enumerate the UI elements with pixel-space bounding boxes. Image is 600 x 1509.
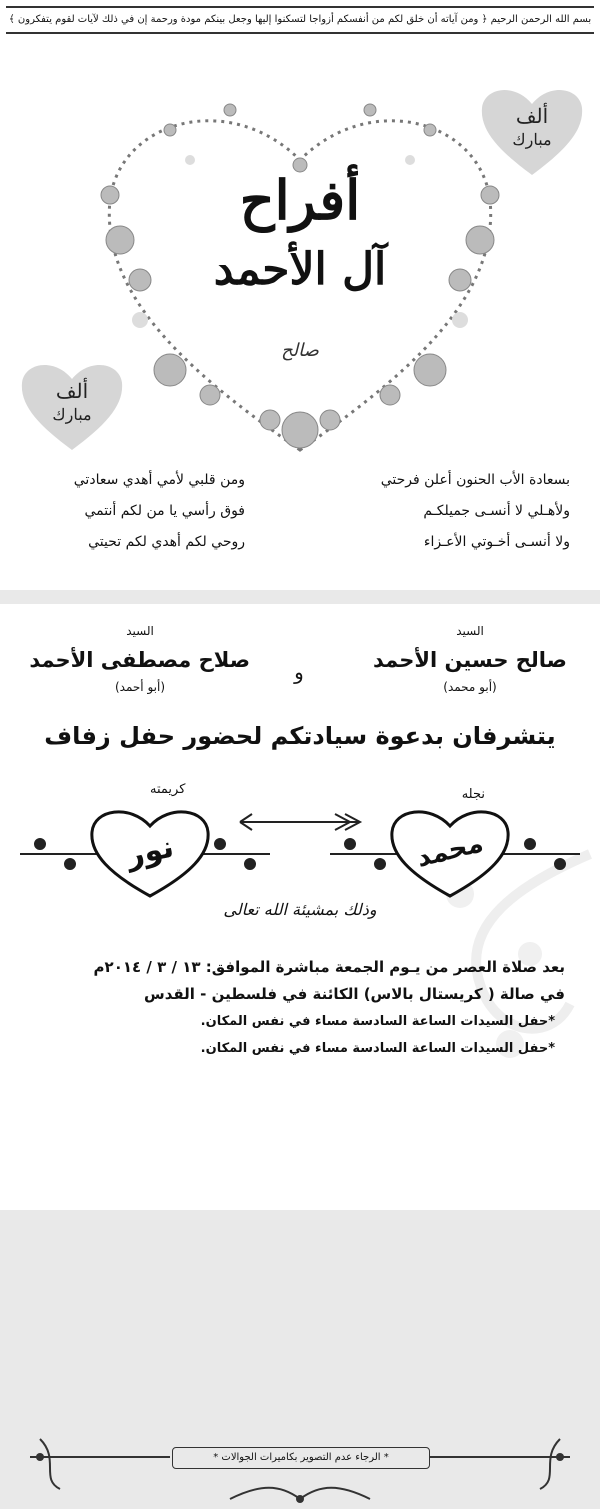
host-left-honorific: السيد: [126, 624, 154, 638]
badge-line1: ألف: [55, 379, 89, 403]
bottom-card: [0, 604, 600, 1463]
poem-right-column: [320, 465, 570, 558]
groom-name: محمد: [413, 828, 487, 874]
host-right-name: صالح حسين الأحمد: [373, 648, 567, 672]
poem-line: ومن قلبي لأمي أهدي سعادتي: [73, 472, 245, 488]
blessing-text: وذلك بمشيئة الله تعالى: [223, 900, 377, 919]
badge-line2: مبارك: [52, 405, 92, 424]
poem-line: ولا أنسـى أخـوتي الأعـزاء: [423, 534, 570, 550]
quran-verse-banner: بسم الله الرحمن الرحيم ﴿ ومن آياته أن خلق لكم من أنفسكم أزواجا لتسكنوا إليها وجعل بينكم مودة ورحمة إن في ذلك لآيات لقوم يتفكرون ﴾: [6, 6, 594, 34]
poem-left-column: [20, 465, 245, 558]
host-left-kunya: (أبو أحمد): [114, 680, 166, 694]
title-afrah: أفراح: [239, 168, 361, 232]
poem-line: ولأهـلي لا أنسـى جميلكـم: [423, 503, 570, 519]
mabrook-badge-bottom: [18, 355, 126, 455]
badge-line2: مبارك: [512, 130, 552, 149]
poem-line: روحي لكم أهدي لكم تحيتي: [88, 534, 245, 550]
footer-notice: * الرجاء عدم التصوير بكاميرات الجوالات *: [172, 1447, 430, 1469]
footer-ornament: [20, 1429, 580, 1509]
poem-line: فوق رأسي يا من لكم أنتمي: [84, 503, 245, 519]
event-details: [94, 954, 565, 1062]
couple-hearts-ornament: [10, 794, 590, 904]
groom-relation: نجله: [461, 787, 485, 802]
conjunction-waw: و: [294, 660, 304, 684]
bride-relation: كريمته: [150, 782, 186, 797]
poem-line: بسعادة الأب الحنون أعلن فرحتي: [380, 472, 570, 488]
top-card: [0, 0, 600, 590]
date-line: بعد صلاة العصر من يـوم الجمعة مباشرة الموافق: ١٣ / ٣ / ٢٠١٤م: [93, 958, 565, 976]
note-line: *حفل السيدات الساعة السادسة مساء في نفس المكان.: [200, 1041, 555, 1056]
host-left-name: صلاح مصطفى الأحمد: [29, 648, 250, 672]
venue-line: في صالة ( كريستال بالاس) الكائنة في فلسطين - القدس: [144, 985, 565, 1003]
note-line: *حفل السيدات الساعة السادسة مساء في نفس المكان.: [200, 1014, 555, 1029]
host-right-honorific: السيد: [456, 624, 484, 638]
bride-name: نور: [123, 829, 177, 874]
title-family: آل الأحمد: [213, 244, 387, 295]
mabrook-badge-top: [478, 80, 586, 180]
badge-line1: ألف: [515, 104, 549, 128]
designer-signature: صالح: [281, 340, 319, 361]
invitation-line: يتشرفان بدعوة سيادتكم لحضور حفل زفاف: [44, 722, 556, 750]
host-right-kunya: (أبو محمد): [443, 680, 497, 694]
